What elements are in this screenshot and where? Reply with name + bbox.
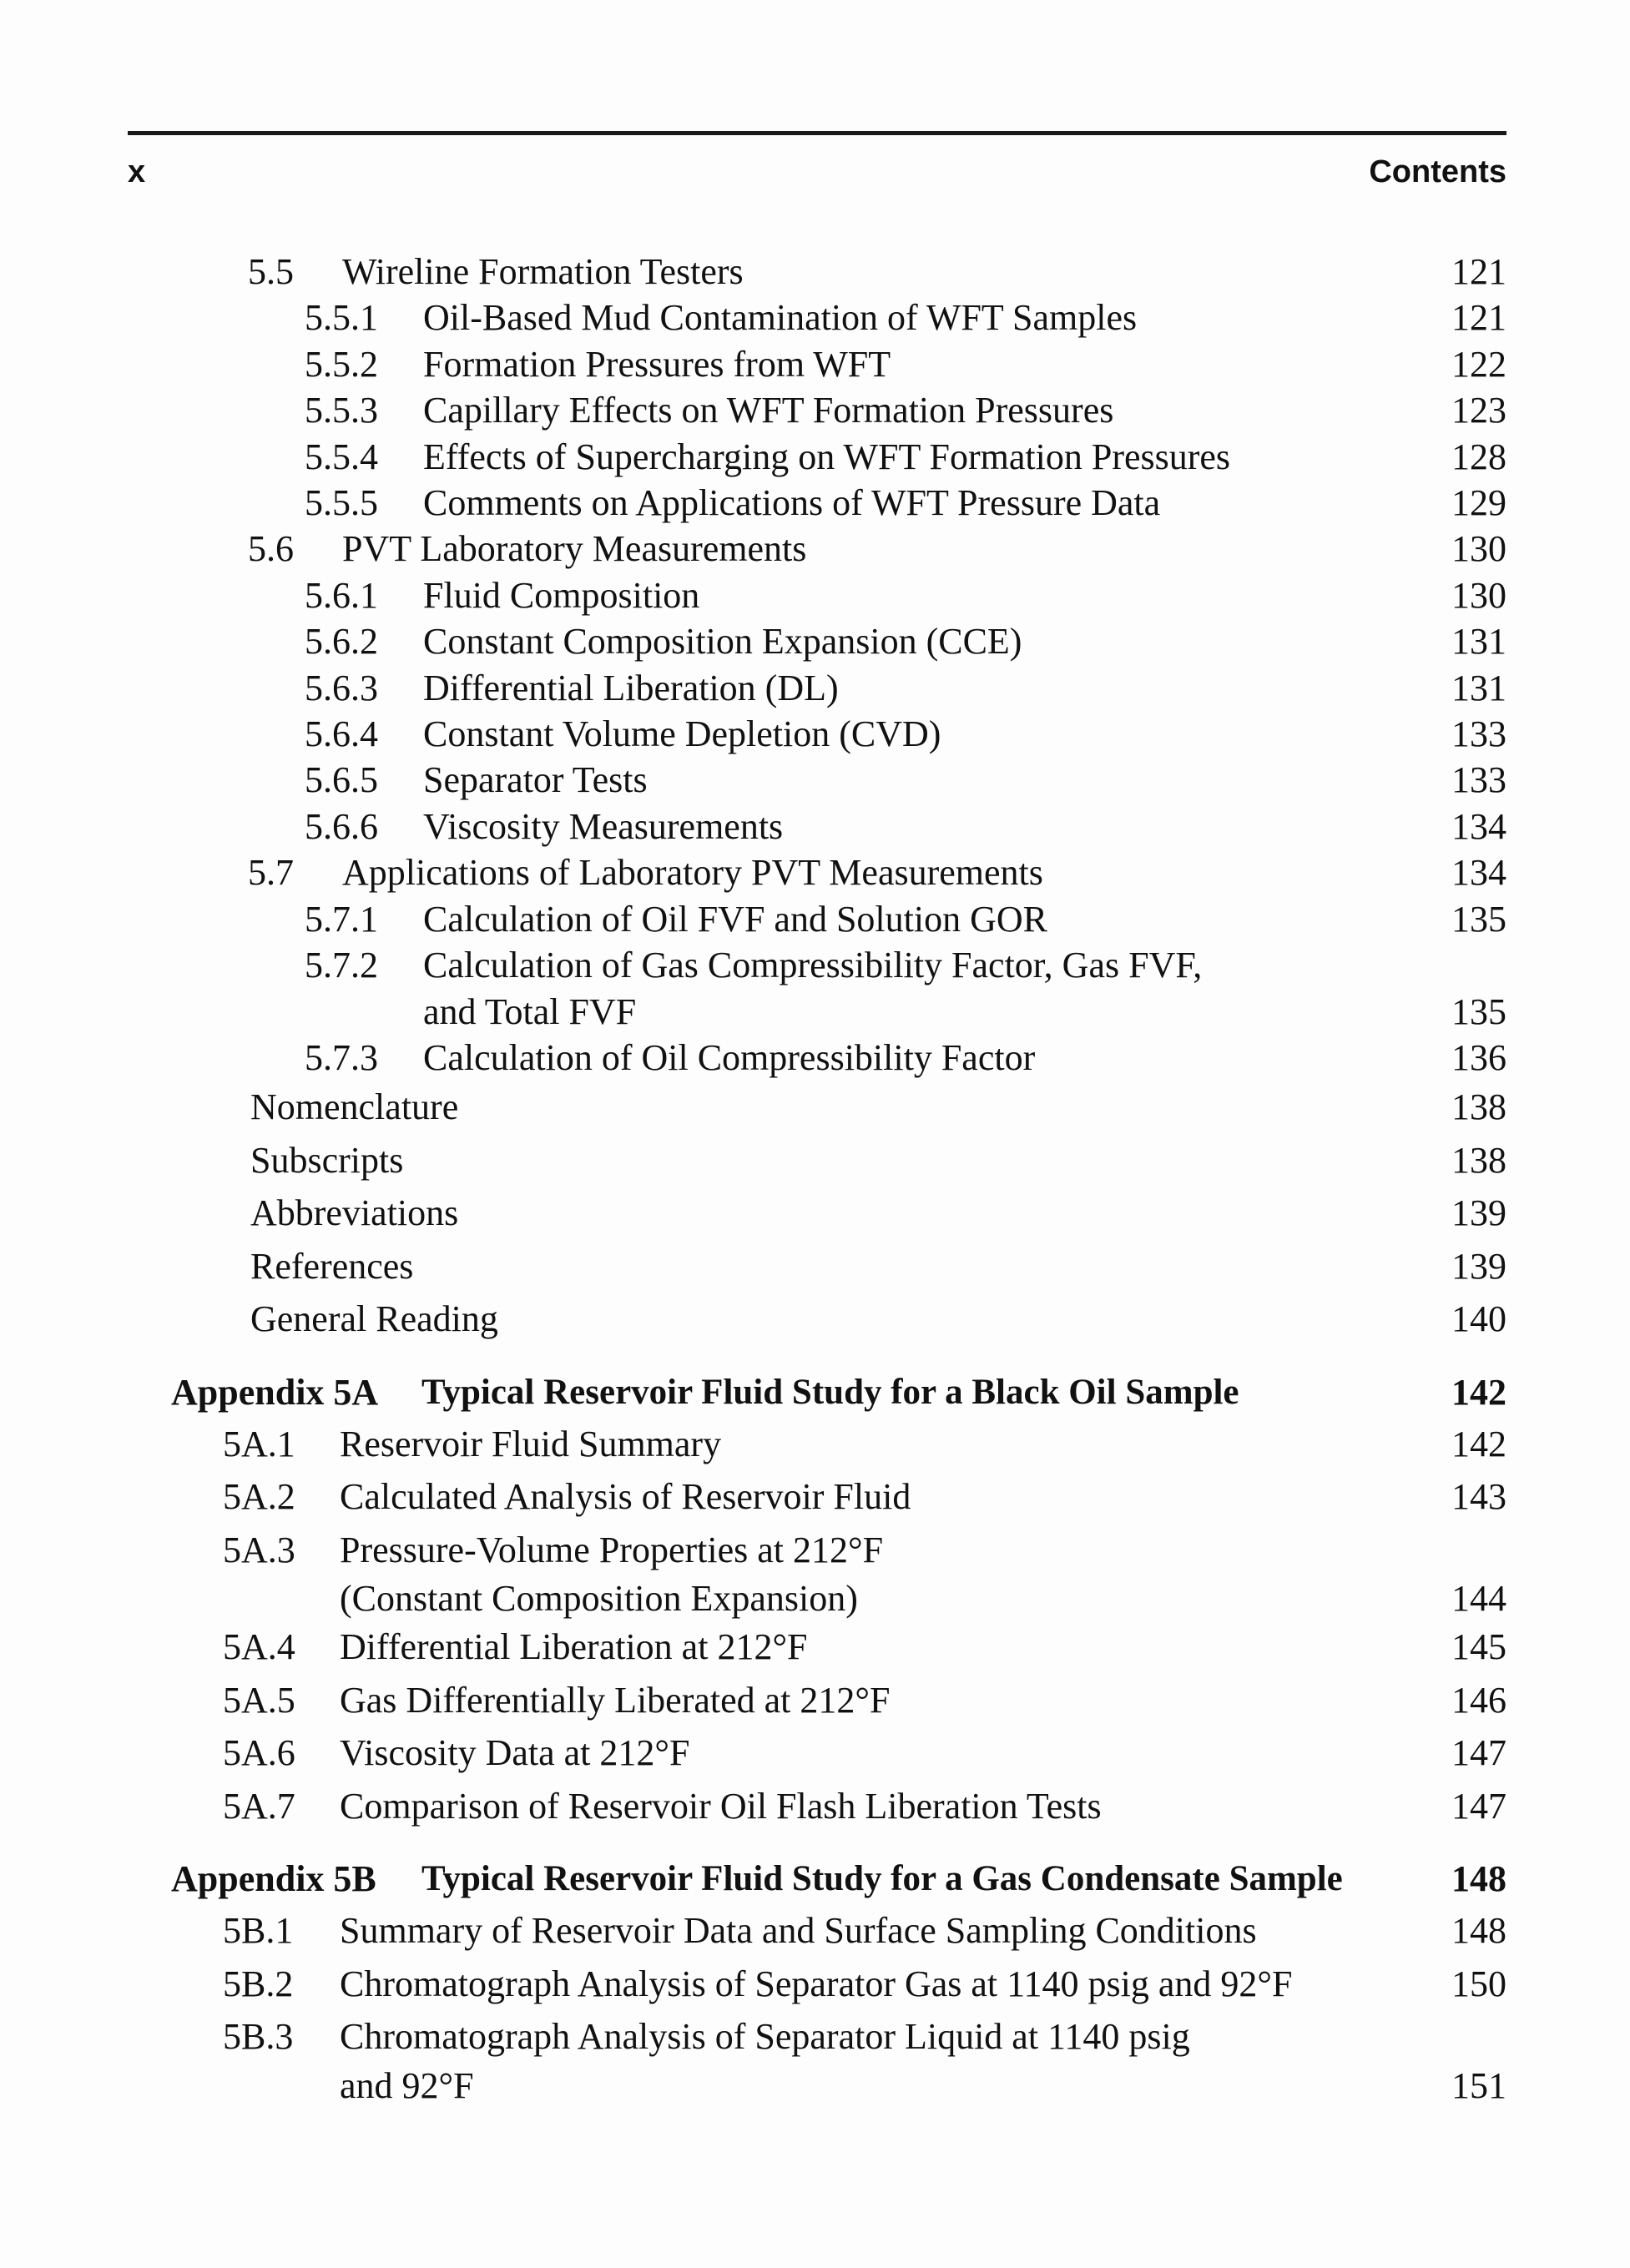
toc-entry-page: 121 bbox=[1451, 297, 1506, 339]
toc-entry-title bbox=[423, 711, 1506, 757]
toc-entry bbox=[128, 526, 1506, 572]
toc-entry bbox=[128, 1620, 1506, 1674]
toc-entry-number: 5A.7 bbox=[223, 1785, 295, 1827]
toc-entry-title-line: Constant Composition Expansion (CCE) bbox=[423, 621, 1022, 663]
toc-entry-page: 151 bbox=[1451, 2064, 1506, 2106]
toc-entry-page: 145 bbox=[1451, 1626, 1506, 1668]
toc-entry-title-line: Reservoir Fluid Summary bbox=[340, 1423, 722, 1464]
toc-entry-title-line: Chromatograph Analysis of Separator Liquid at 1140 psig bbox=[340, 2016, 1190, 2058]
toc-entry bbox=[128, 665, 1506, 711]
toc-entry-title-line: Capillary Effects on WFT Formation Pressures bbox=[423, 390, 1114, 431]
toc-entry bbox=[128, 480, 1506, 526]
toc-entry-number: 5.5 bbox=[248, 251, 294, 292]
toc-entry-title bbox=[423, 480, 1506, 526]
page-header bbox=[128, 131, 1506, 189]
toc-entry-title bbox=[423, 434, 1506, 480]
toc-entry-title-line: Constant Volume Depletion (CVD) bbox=[423, 713, 941, 755]
toc-entry-title-line: Effects of Supercharging on WFT Formation Pressures bbox=[423, 436, 1231, 477]
table-of-contents bbox=[128, 249, 1506, 2108]
toc-entry-page: 135 bbox=[1451, 990, 1506, 1032]
toc-entry-title-line: Differential Liberation at 212°F bbox=[340, 1626, 808, 1668]
toc-entry-title-line: Subscripts bbox=[250, 1139, 404, 1181]
toc-entry-title-line: Calculation of Oil Compressibility Factor bbox=[423, 1036, 1036, 1078]
toc-entry-title bbox=[340, 1726, 1506, 1780]
document-page bbox=[128, 0, 1506, 2108]
toc-entry-title bbox=[423, 572, 1506, 618]
toc-entry-number: 5.6.1 bbox=[305, 574, 378, 616]
toc-entry-title bbox=[421, 1368, 1506, 1418]
toc-entry-number: Appendix 5A bbox=[171, 1371, 379, 1413]
toc-entry-page: 130 bbox=[1451, 528, 1506, 570]
running-head: Contents bbox=[1369, 154, 1506, 189]
toc-entry-title bbox=[342, 249, 1506, 295]
toc-entry bbox=[128, 1674, 1506, 1727]
toc-entry bbox=[128, 711, 1506, 757]
toc-entry-title bbox=[423, 387, 1506, 433]
toc-entry-page: 134 bbox=[1451, 852, 1506, 894]
toc-entry-page: 147 bbox=[1451, 1732, 1506, 1774]
toc-entry-number: 5.7.1 bbox=[305, 898, 378, 940]
toc-entry bbox=[128, 1854, 1506, 1904]
toc-entry-number: 5.6.4 bbox=[305, 713, 378, 755]
toc-entry bbox=[128, 1470, 1506, 1524]
toc-entry-number: 5.6 bbox=[248, 528, 294, 570]
toc-entry-number: 5.6.5 bbox=[305, 759, 378, 801]
toc-entry-title-line: Separator Tests bbox=[423, 759, 648, 801]
toc-entry-number: 5.5.4 bbox=[305, 436, 378, 477]
toc-entry-number: 5.7.3 bbox=[305, 1036, 378, 1078]
toc-entry-title bbox=[340, 1674, 1506, 1727]
toc-entry-title-line: Differential Liberation (DL) bbox=[423, 667, 839, 708]
toc-entry-title bbox=[340, 1620, 1506, 1674]
toc-entry-title-line: Wireline Formation Testers bbox=[342, 251, 744, 292]
toc-entry-page: 138 bbox=[1451, 1086, 1506, 1128]
toc-entry-number: 5.6.2 bbox=[305, 621, 378, 663]
toc-entry-title-line: Viscosity Measurements bbox=[423, 805, 784, 847]
toc-entry-title-line: and 92°F bbox=[340, 2064, 474, 2106]
toc-entry-number: 5B.2 bbox=[223, 1963, 294, 2004]
toc-entry-page: 130 bbox=[1451, 574, 1506, 616]
toc-entry-title bbox=[423, 942, 1506, 1035]
toc-entry-number: 5.5.3 bbox=[305, 390, 378, 431]
toc-entry-page: 138 bbox=[1451, 1139, 1506, 1181]
toc-entry bbox=[128, 1081, 1506, 1134]
toc-entry-page: 140 bbox=[1451, 1298, 1506, 1340]
toc-entry-number: 5B.3 bbox=[223, 2016, 294, 2058]
toc-entry bbox=[128, 1524, 1506, 1621]
toc-entry-title-line: Chromatograph Analysis of Separator Gas at 1140 psig and 92°F bbox=[340, 1963, 1293, 2004]
toc-entry bbox=[128, 1726, 1506, 1780]
toc-entry-title bbox=[340, 2010, 1506, 2108]
toc-entry-title-line: Comments on Applications of WFT Pressure Data bbox=[423, 482, 1161, 524]
toc-entry bbox=[128, 295, 1506, 340]
toc-entry bbox=[128, 1958, 1506, 2011]
toc-entry bbox=[128, 1293, 1506, 1346]
toc-entry-page: 148 bbox=[1451, 1858, 1506, 1900]
toc-entry-number: 5.7.2 bbox=[305, 945, 378, 986]
toc-entry-title bbox=[423, 665, 1506, 711]
toc-entry-title-line: PVT Laboratory Measurements bbox=[342, 528, 807, 570]
toc-entry-title bbox=[340, 1958, 1506, 2011]
toc-entry-page: 147 bbox=[1451, 1785, 1506, 1827]
toc-entry-number: 5A.4 bbox=[223, 1626, 295, 1668]
toc-entry-page: 146 bbox=[1451, 1679, 1506, 1721]
toc-entry-page: 136 bbox=[1451, 1036, 1506, 1078]
toc-entry-title-line: Gas Differentially Liberated at 212°F bbox=[340, 1679, 891, 1721]
toc-entry-page: 134 bbox=[1451, 805, 1506, 847]
toc-entry-page: 131 bbox=[1451, 621, 1506, 663]
toc-entry-title-line: Formation Pressures from WFT bbox=[423, 343, 891, 385]
toc-entry-number: 5.7 bbox=[248, 852, 294, 894]
toc-entry-page: 133 bbox=[1451, 713, 1506, 755]
toc-entry-number: Appendix 5B bbox=[171, 1858, 376, 1900]
toc-entry-title bbox=[423, 618, 1506, 664]
toc-entry-title-line: Applications of Laboratory PVT Measurements bbox=[342, 852, 1043, 894]
toc-entry bbox=[128, 896, 1506, 942]
toc-entry-title bbox=[250, 1134, 1506, 1187]
toc-entry-page: 148 bbox=[1451, 1910, 1506, 1952]
toc-entry-page: 122 bbox=[1451, 343, 1506, 385]
toc-entry-number: 5A.1 bbox=[223, 1423, 295, 1464]
toc-entry-number: 5B.1 bbox=[223, 1910, 294, 1952]
toc-entry-page: 135 bbox=[1451, 898, 1506, 940]
toc-entry-title bbox=[340, 1780, 1506, 1833]
toc-entry bbox=[128, 1418, 1506, 1471]
toc-entry-page: 142 bbox=[1451, 1423, 1506, 1464]
toc-entry bbox=[128, 757, 1506, 803]
toc-entry-page: 150 bbox=[1451, 1963, 1506, 2004]
toc-entry bbox=[128, 249, 1506, 295]
toc-entry-title-line: Pressure-Volume Properties at 212°F bbox=[340, 1529, 884, 1570]
toc-entry-title bbox=[250, 1081, 1506, 1134]
toc-entry bbox=[128, 2010, 1506, 2108]
toc-entry bbox=[128, 434, 1506, 480]
toc-entry-title bbox=[340, 1470, 1506, 1524]
toc-entry-page: 123 bbox=[1451, 390, 1506, 431]
toc-entry-number: 5A.6 bbox=[223, 1732, 295, 1774]
toc-entry-title bbox=[421, 1854, 1506, 1904]
toc-entry-title bbox=[250, 1240, 1506, 1293]
toc-entry-title-line: Typical Reservoir Fluid Study for a Black Oil Sample bbox=[421, 1372, 1239, 1412]
toc-entry-page: 139 bbox=[1451, 1192, 1506, 1234]
toc-entry-title-line: Fluid Composition bbox=[423, 574, 700, 616]
toc-entry-title-line: Typical Reservoir Fluid Study for a Gas Condensate Sample bbox=[421, 1859, 1343, 1899]
page-number: x bbox=[128, 154, 146, 189]
toc-entry-number: 5A.5 bbox=[223, 1679, 295, 1721]
toc-entry-title bbox=[423, 896, 1506, 942]
toc-entry-title bbox=[423, 1035, 1506, 1081]
toc-entry bbox=[128, 1780, 1506, 1833]
toc-entry-number: 5.5.5 bbox=[305, 482, 378, 524]
toc-entry bbox=[128, 1368, 1506, 1418]
toc-entry-title bbox=[250, 1293, 1506, 1346]
toc-entry bbox=[128, 849, 1506, 895]
toc-entry-title-line: Oil-Based Mud Contamination of WFT Samples bbox=[423, 297, 1138, 339]
toc-entry-number: 5.6.3 bbox=[305, 667, 378, 708]
toc-entry-title-line: Calculation of Oil FVF and Solution GOR bbox=[423, 898, 1047, 940]
toc-entry-title bbox=[340, 1418, 1506, 1471]
toc-entry-title bbox=[342, 849, 1506, 895]
toc-entry-page: 139 bbox=[1451, 1245, 1506, 1287]
toc-entry-page: 133 bbox=[1451, 759, 1506, 801]
toc-entry bbox=[128, 942, 1506, 1035]
toc-entry-title-line: and Total FVF bbox=[423, 990, 637, 1032]
toc-entry bbox=[128, 341, 1506, 387]
toc-entry-title-line: Calculated Analysis of Reservoir Fluid bbox=[340, 1476, 911, 1518]
toc-entry bbox=[128, 1904, 1506, 1958]
toc-entry-title-line: Nomenclature bbox=[250, 1086, 459, 1128]
toc-entry-title-line: Abbreviations bbox=[250, 1192, 459, 1234]
toc-entry-title-line: Viscosity Data at 212°F bbox=[340, 1732, 690, 1774]
toc-entry-title bbox=[342, 526, 1506, 572]
toc-entry-page: 143 bbox=[1451, 1476, 1506, 1518]
toc-entry bbox=[128, 387, 1506, 433]
toc-entry-number: 5A.2 bbox=[223, 1476, 295, 1518]
toc-entry-number: 5.6.6 bbox=[305, 805, 378, 847]
toc-entry-number: 5A.3 bbox=[223, 1529, 295, 1570]
toc-entry-title bbox=[423, 341, 1506, 387]
toc-entry bbox=[128, 1035, 1506, 1081]
toc-entry-title bbox=[250, 1187, 1506, 1240]
toc-entry bbox=[128, 804, 1506, 849]
toc-entry-title bbox=[340, 1904, 1506, 1958]
toc-entry-page: 129 bbox=[1451, 482, 1506, 524]
toc-entry-title-line: Summary of Reservoir Data and Surface Sampling Conditions bbox=[340, 1910, 1257, 1952]
toc-entry-page: 144 bbox=[1451, 1578, 1506, 1620]
toc-entry-number: 5.5.2 bbox=[305, 343, 378, 385]
toc-entry bbox=[128, 618, 1506, 664]
toc-entry-title-line: General Reading bbox=[250, 1298, 498, 1340]
toc-entry-title bbox=[423, 804, 1506, 849]
toc-entry-title bbox=[423, 757, 1506, 803]
toc-entry-title-line: Calculation of Gas Compressibility Factor, Gas FVF, bbox=[423, 945, 1203, 986]
toc-entry-page: 142 bbox=[1451, 1371, 1506, 1413]
toc-entry-page: 131 bbox=[1451, 667, 1506, 708]
toc-entry-number: 5.5.1 bbox=[305, 297, 378, 339]
toc-entry-page: 128 bbox=[1451, 436, 1506, 477]
toc-entry bbox=[128, 572, 1506, 618]
toc-entry bbox=[128, 1187, 1506, 1240]
toc-entry-title bbox=[340, 1524, 1506, 1621]
toc-entry-title-line: Comparison of Reservoir Oil Flash Liberation Tests bbox=[340, 1785, 1102, 1827]
toc-entry bbox=[128, 1240, 1506, 1293]
toc-entry-title-line: References bbox=[250, 1245, 414, 1287]
toc-entry-title bbox=[423, 295, 1506, 340]
toc-entry bbox=[128, 1134, 1506, 1187]
toc-entry-page: 121 bbox=[1451, 251, 1506, 292]
toc-entry-title-line: (Constant Composition Expansion) bbox=[340, 1578, 858, 1620]
